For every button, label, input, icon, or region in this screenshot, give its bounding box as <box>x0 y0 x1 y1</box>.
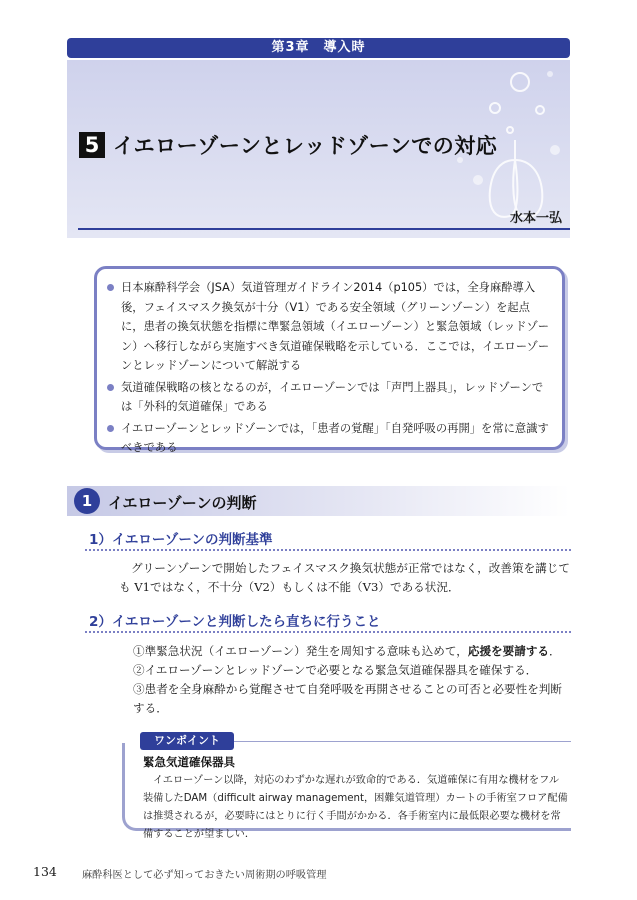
book-title: 麻酔科医として必ず知っておきたい周術期の呼吸管理 <box>82 870 327 881</box>
subsection-body-1: グリーンゾーンで開始したフェイスマスク換気状態が正常ではなく，改善策を講じても V1ではなく，不十分（V2）もしくは不能（V3）である状況． <box>119 561 570 594</box>
article-title <box>79 130 497 160</box>
author-name: 水本一弘 <box>509 211 562 226</box>
bullet-dot-icon <box>107 425 114 432</box>
title-underline <box>78 228 570 230</box>
bullet-dot-icon <box>107 384 114 391</box>
dotted-divider <box>85 631 571 633</box>
summary-item: イエローゾーンとレッドゾーンでは，「患者の覚醒」「自発呼吸の再開」を常に意識すべきである <box>107 419 552 458</box>
dotted-divider <box>85 549 571 551</box>
onepoint-tab: ワンポイント <box>140 732 234 750</box>
article-number: 5 <box>79 132 105 158</box>
section-number: 1 <box>74 488 100 514</box>
chapter-label: 第3章 導入時 <box>67 38 570 58</box>
action-item: ②イエローゾーンとレッドゾーンで必要となる緊急気道確保器具を確保する． <box>133 663 538 677</box>
subsection-title-2: 2）イエローゾーンと判断したら直ちに行うこと <box>89 614 381 630</box>
action-item: ①準緊急状況（イエローゾーン）発生を周知する意味も込めて，応援を要請する． <box>133 644 561 658</box>
onepoint-body: イエローゾーン以降，対応のわずかな遅れが致命的である．気道確保に有用な機材をフル装備したDAM（difficult airway management，困難気道管理）カートの手術室フロア配備は推奨されるが，必要時にはとりに行く手間がかかる．各手術室内に最低限必要な機材を常備することが望ましい． <box>143 775 568 840</box>
action-list <box>133 642 573 718</box>
subsection-title-1: 1）イエローゾーンの判断基準 <box>89 532 273 548</box>
article-title-text: イエローゾーンとレッドゾーンでの対応 <box>113 134 498 158</box>
bullet-dot-icon <box>107 284 114 291</box>
section-title: イエローゾーンの判断 <box>108 494 257 512</box>
page-number: 134 <box>33 864 57 879</box>
onepoint-heading: 緊急気道確保器具 <box>143 755 235 769</box>
summary-item: 日本麻酔科学会（JSA）気道管理ガイドライン2014（p105）では，全身麻酔導入後，フェイスマスク換気が十分（V1）である安全領域（グリーンゾーン）を起点に，患者の換気状態を指標に準緊急領域（イエローゾーン）と緊急領域（レッドゾーン）へ移行しながら実施すべき気道確保戦略を示している．ここでは，イエローゾーンとレッドゾーンについて解説する <box>107 278 552 376</box>
summary-item: 気道確保戦略の核となるのが，イエローゾーンでは「声門上器具」，レッドゾーンでは「外科的気道確保」である <box>107 378 552 417</box>
action-item: ③患者を全身麻酔から覚醒させて自発呼吸を再開させることの可否と必要性を判断する． <box>133 682 562 715</box>
onepoint-top-line <box>234 741 571 742</box>
summary-box <box>94 266 565 454</box>
